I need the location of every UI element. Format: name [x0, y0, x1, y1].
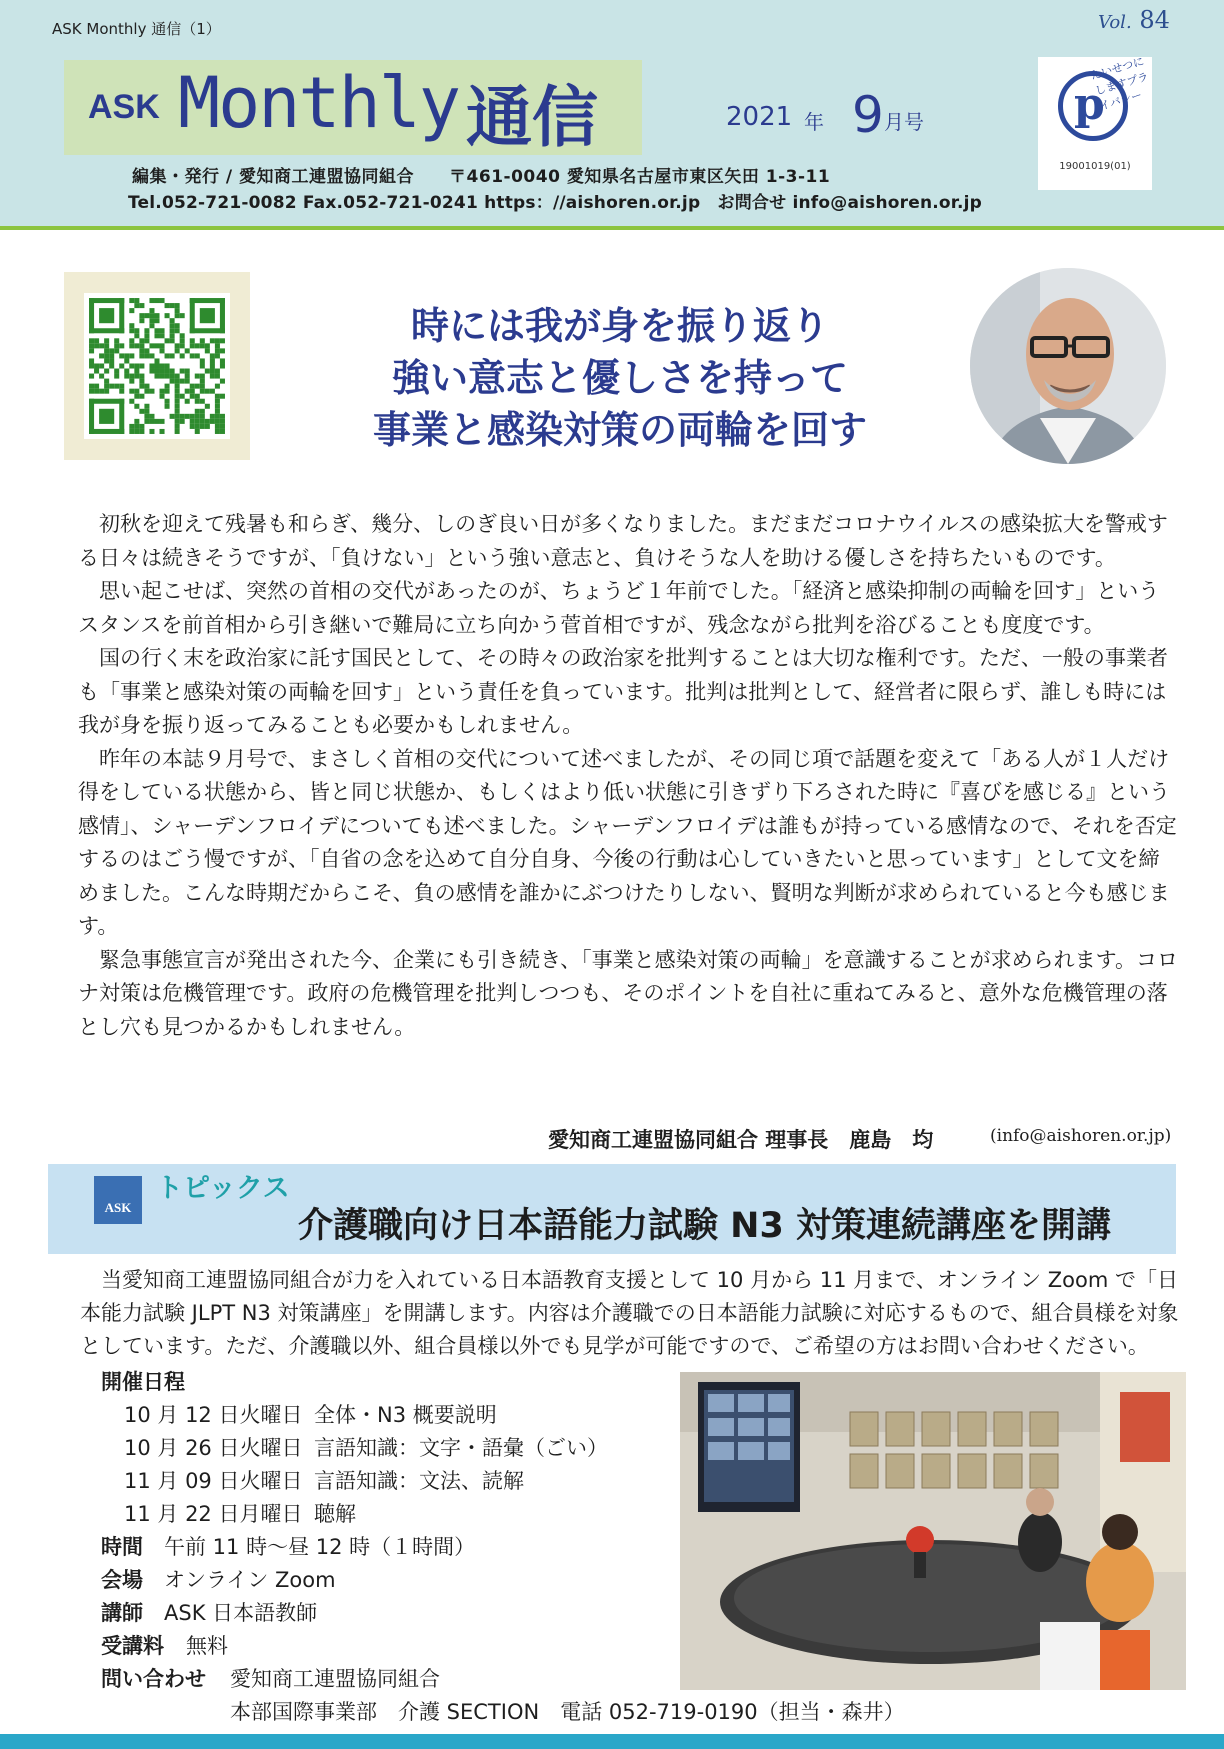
schedule-content: 言語知識：文字・語彙（ごい）	[314, 1436, 608, 1460]
footer-bar	[0, 1734, 1224, 1749]
intro-paragraph: 当愛知商工連盟協同組合が力を入れている日本語教育支援として 10 月から 11 月まで、オンライン Zoom で「日本能力試験 JLPT N3 対策講座」を開講します。内容は介護職での日本語能力試験に対応するもので、組合員様を対象としています。ただ、介護職以外、組合員様以外でも見学が可能ですので、ご希望の方はお問い合わせください。	[80, 1268, 1179, 1358]
masthead-monthly: Monthly	[178, 62, 460, 144]
lead-headline	[300, 300, 940, 456]
author-signature: 愛知商工連盟協同組合 理事長 鹿島 均	[548, 1128, 934, 1152]
ask-logo	[94, 1176, 142, 1224]
instructor-value: ASK 日本語教師	[164, 1601, 318, 1625]
topics-label: トピックス	[156, 1173, 290, 1204]
publisher-info: 編集・発行 / 愛知商工連盟協同組合 〒461-0040 愛知県名古屋市東区矢田 1-3-11	[132, 167, 831, 187]
schedule-content: 全体・N3 概要説明	[314, 1403, 497, 1427]
body-paragraph: 緊急事態宣言が発出された今、企業にも引き続き、「事業と感染対策の両輪」を意識することが求められます。コロナ対策は危機管理です。政府の危機管理を批判しつつも、そのポイントを自社に重ねてみると、意外な危機管理の落とし穴も見つかるかもしれません。	[78, 947, 1178, 1039]
time-value: 午前 11 時～昼 12 時（１時間）	[164, 1535, 476, 1559]
schedule-date: 11 月 22 日月曜日	[124, 1502, 303, 1526]
contact-value: 愛知商工連盟協同組合	[230, 1667, 440, 1691]
privacy-mark-logo	[1038, 54, 1152, 190]
running-head: ASK Monthly 通信（1）	[52, 20, 221, 38]
publisher-contact: Tel.052-721-0082 Fax.052-721-0241 https：//aishoren.or.jp お問合せ info@aishoren.or.jp	[128, 193, 983, 213]
privacy-mark-number: 19001019(01)	[1059, 161, 1131, 172]
contact-detail: 本部国際事業部 介護 SECTION 電話 052-719-0190（担当・森井）	[230, 1700, 905, 1724]
ask-logo-text: ASK	[104, 1200, 132, 1215]
body-paragraph: 昨年の本誌９月号で、まさしく首相の交代について述べましたが、その同じ項で話題を変えて「ある人が１人だけ得をしている状態から、皆と同じ状態か、もしくはより低い状態に引きずり下ろされた時に『喜びを感じる』という感情」、シャーデンフロイデについても述べました。シャーデンフロイデは誰もが持っている感情なので、それを否定するのはごう慢ですが、「自省の念を込めて自分自身、今後の行動は心していきたいと思っています」として文を締めました。こんな時期だからこそ、負の感情を誰かにぶつけたりしない、賢明な判断が求められていると今も感じます。	[78, 746, 1177, 938]
issue-year: 2021	[726, 102, 793, 132]
time-label: 時間	[101, 1535, 143, 1559]
meeting-room-image	[680, 1372, 1186, 1690]
author-portrait	[970, 268, 1166, 464]
issue-year-suffix: 年	[804, 110, 824, 134]
schedule-date: 10 月 12 日火曜日	[124, 1403, 303, 1427]
volume-number	[1098, 6, 1170, 34]
schedule-label: 開催日程	[101, 1370, 185, 1394]
body-paragraph: 国の行く末を政治家に託す国民として、その時々の政治家を批判することは大切な権利です。ただ、一般の事業者も「事業と感染対策の両輪を回す」という責任を負っています。批判は批判として、経営者に限らず、誰しも時には我が身を振り返ってみることも必要かもしれません。	[78, 646, 1168, 737]
author-email: (info@aishoren.or.jp)	[990, 1126, 1172, 1146]
lead-body	[78, 508, 1178, 1044]
contact-label: 問い合わせ	[101, 1667, 206, 1691]
masthead-tsushin: 通信	[466, 79, 598, 156]
schedule-date: 11 月 09 日火曜日	[124, 1469, 303, 1493]
schedule-content: 聴解	[314, 1502, 356, 1526]
masthead-ask: ASK	[88, 88, 160, 126]
venue-value: オンライン Zoom	[164, 1568, 336, 1592]
topics-title: 介護職向け日本語能力試験 N3 対策連続講座を開講	[298, 1206, 1112, 1246]
body-paragraph: 思い起こせば、突然の首相の交代があったのが、ちょうど１年前でした。「経済と感染抑制の両輪を回す」というスタンスを前首相から引き継いで難局に立ち向かう菅首相ですが、残念ながら批判を浴びることも度度です。	[78, 579, 1160, 637]
instructor-label: 講師	[101, 1601, 143, 1625]
headline-line: 強い意志と優しさを持って	[391, 356, 848, 400]
issue-month: 9	[852, 86, 884, 144]
meeting-room-photo	[680, 1372, 1186, 1690]
qr-code-icon[interactable]	[84, 293, 230, 439]
qr-code-panel	[64, 272, 250, 460]
fee-label: 受講料	[101, 1634, 164, 1658]
schedule-date: 10 月 26 日火曜日	[124, 1436, 303, 1460]
portrait-image	[970, 268, 1166, 464]
volume-prefix: Vol.	[1098, 12, 1132, 33]
headline-line: 事業と感染対策の両輪を回す	[372, 408, 867, 452]
headline-line: 時には我が身を振り返り	[410, 304, 829, 348]
topics-intro	[80, 1264, 1190, 1363]
schedule-content: 言語知識：文法、読解	[314, 1469, 524, 1493]
body-paragraph: 初秋を迎えて残暑も和らぎ、幾分、しのぎ良い日が多くなりました。まだまだコロナウイルスの感染拡大を警戒する日々は続きそうですが、「負けない」という強い意志と、負けそうな人を助ける優しさを持ちたいものです。	[78, 512, 1168, 570]
fee-value: 無料	[186, 1634, 228, 1658]
volume-value: 84	[1139, 6, 1170, 34]
header-divider	[0, 226, 1224, 230]
privacy-mark-icon: p	[1074, 79, 1105, 130]
issue-month-suffix: 月号	[884, 110, 924, 134]
venue-label: 会場	[101, 1568, 143, 1592]
privacy-mark-text: たいせつにしますプライバシー	[1089, 54, 1150, 114]
